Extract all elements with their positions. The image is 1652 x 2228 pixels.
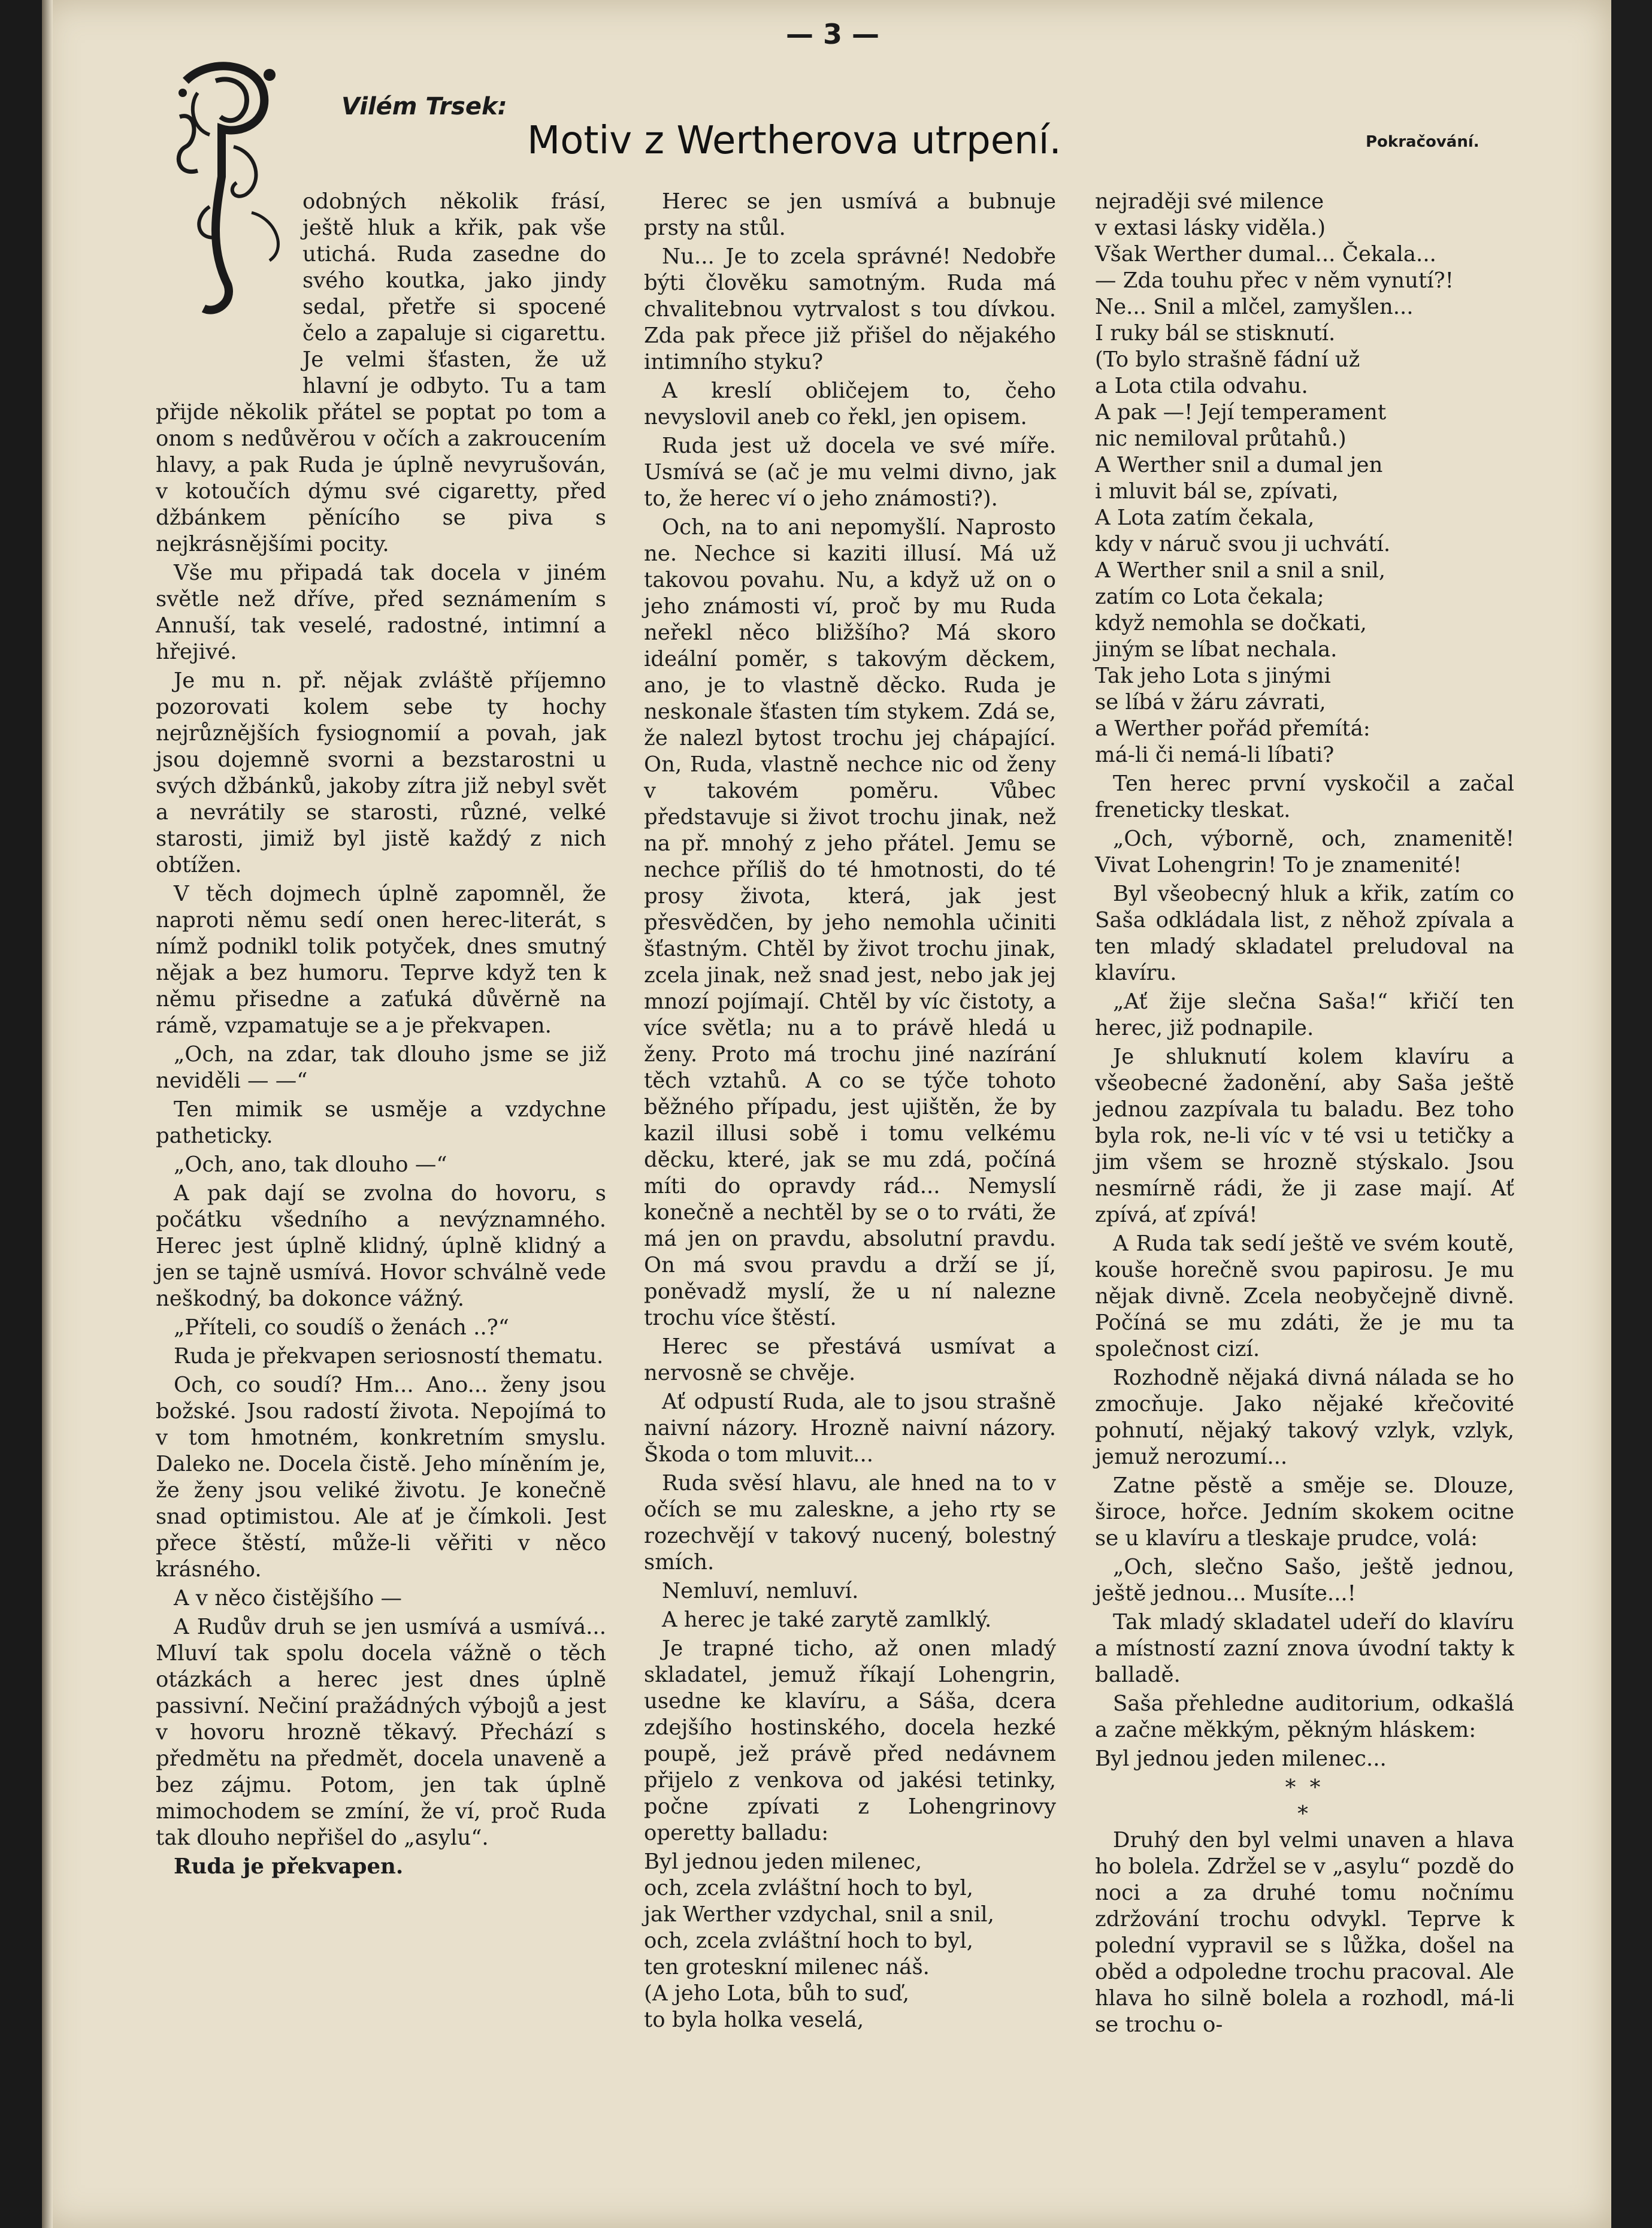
verse-line: ten groteskní milenec náš. [644, 1955, 930, 1979]
initial-space [156, 189, 302, 386]
verse-line: to byla holka veselá, [644, 2008, 864, 2032]
paragraph: Ruda jest už docela ve své míře. Usmívá se (ač je mu velmi divno, jak to, že herec ví o jeho známosti?). [644, 434, 1056, 511]
verse-line: jak Werther vzdychal, snil a snil, [644, 1902, 994, 1927]
verse-line: nejraději své milence [1095, 189, 1324, 214]
paragraph: Och, co soudí? Hm... Ano... ženy jsou božské. Jsou radostí života. Nepojímá to v tom hmotném, konkretním smyslu. Daleko ne. Docela čistě. Jeho míněním je, že ženy jsou veliké životu. Je konečně snad optimistou. Ale ať je čímkoli. Jest přece štěstí, může-li věřiti v něco krásného. [156, 1373, 606, 1582]
verse-line: (A jeho Lota, bůh to suď, [644, 1981, 910, 2006]
paragraph: A Ruda tak sedí ještě ve svém koutě, kouše horečně svou papirosu. Je mu nějak divně. Zcela neobyčejně divně. Počíná se mu zdáti, že je mu ta společnost cizí. [1095, 1231, 1514, 1361]
scan-right-edge [1611, 0, 1652, 2228]
verse-line: (To bylo strašně fádní už [1095, 347, 1360, 372]
scan-left-edge [0, 0, 42, 2228]
verse-line: kdy v náruč svou ji uchvátí. [1095, 532, 1391, 556]
paragraph: Herec se jen usmívá a bubnuje prsty na stůl. [644, 189, 1056, 240]
verse-line: Tak jeho Lota s jinými [1095, 664, 1331, 688]
verse-line: Však Werther dumal... Čekala... [1095, 242, 1436, 267]
verse-line: i mluvit bál se, zpívati, [1095, 479, 1339, 504]
verse-line: nic nemiloval průtahů.) [1095, 426, 1347, 451]
column-1 [156, 189, 606, 1882]
paragraph: Saša přehledne auditorium, odkašlá a začne měkkým, pěkným hláskem: [1095, 1691, 1514, 1742]
column-2 [644, 189, 1056, 2036]
verse-line: zatím co Lota čekala; [1095, 585, 1324, 609]
verse-line: A pak —! Její temperament [1095, 400, 1387, 425]
paragraph: A Rudův druh se jen usmívá a usmívá... Mluví tak spolu docela vážně o těch otázkách a herec jest dnes úplně passivní. Nečiní pražádných výbojů a jest v hovoru hrozně těkavý. Přechází s předmětu na předmět, docela unaveně a bez zájmu. Potom, jen tak úplně mimochodem se zmíní, že ví, proč Ruda tak dlouho nepřišel do „asylu“. [156, 1615, 606, 1850]
paragraph: Ten herec první vyskočil a začal freneticky tleskat. [1095, 771, 1514, 822]
author-name: Vilém Trsek: [341, 93, 507, 120]
page-gutter [42, 0, 53, 2228]
paragraph: odobných několik frásí, ještě hluk a křik, pak vše utichá. Ruda zasedne do svého koutka, jako jindy sedal, přetře si spocené čelo a zapaluje si cigarettu. Je velmi šťasten, že už hlavní je odbyto. Tu a tam přijde několik přátel se poptat po tom a onom s nedůvěrou v očích a zakroucením hlavy, a pak Ruda je úplně nevyrušován, v kotoučích dýmu své cigaretty, před džbánkem pěnícího se piva s nejkrásnějšími pocity. [156, 189, 606, 556]
verse-line: se líbá v žáru závrati, [1095, 690, 1326, 715]
section-break-stars: * * [1285, 1775, 1324, 1800]
continued-note: Pokračování. [1366, 133, 1479, 151]
paragraph: „Příteli, co soudíš o ženách ..?“ [174, 1315, 509, 1340]
paragraph: A pak dají se zvolna do hovoru, s počátku všedního a nevýznamného. Herec jest úplně klidný, úplně klidný a jen se tajně usmívá. Hovor schválně vede neškodný, ba dokonce vážný. [156, 1181, 606, 1311]
paragraph: Zatne pěstě a směje se. Dlouze, široce, hořce. Jedním skokem ocitne se u klavíru a tleskaje prudce, volá: [1095, 1473, 1514, 1551]
verse-line: má-li či nemá-li líbati? [1095, 743, 1335, 767]
paragraph: „Och, ano, tak dlouho —“ [174, 1152, 447, 1177]
verse-line: v extasi lásky viděla.) [1095, 216, 1326, 240]
article-title: Motiv z Wertherova utrpení. [527, 119, 1061, 163]
verse-line: A Lota zatím čekala, [1095, 505, 1315, 530]
verse-line: och, zcela zvláštní hoch to byl, [644, 1876, 973, 1900]
poem-verse [644, 1849, 1056, 2033]
verse-line: a Werther pořád přemítá: [1095, 716, 1370, 741]
paragraph: Byl všeobecný hluk a křik, zatím co Saša odkládala list, z něhož zpívala a ten mladý skladatel preludoval na klavíru. [1095, 882, 1514, 985]
paragraph: Je mu n. př. nějak zvláště příjemno pozorovati kolem sebe ty hochy nejrůznějších fysiognomií a povah, jak jsou dojemně svorni a bezstarostni u svých džbánků, jakoby zítra již nebyl svět a nevrátily se starosti, různé, velké starosti, jimiž byl jistě každý z nich obtížen. [156, 668, 606, 877]
paragraph: A herec je také zarytě zamlklý. [662, 1608, 992, 1632]
verse-line: A Werther snil a dumal jen [1095, 453, 1383, 477]
paragraph: Je shluknutí kolem klavíru a všeobecné žadonění, aby Saša ještě jednou zazpívala tu baladu. Bez toho byla rok, ne-li víc v té vsi u tetičky a jim všem se hrozně stýskalo. Jsou nesmírně rádi, že ji zase mají. Ať zpívá, ať zpívá! [1095, 1045, 1514, 1227]
section-break-star: * [1297, 1802, 1312, 1826]
verse-line: když nemohla se dočkati, [1095, 611, 1367, 635]
paragraph: A v něco čistějšího — [174, 1586, 403, 1611]
paragraph: A kreslí obličejem to, čeho nevyslovil aneb co řekl, jen opisem. [644, 379, 1056, 429]
poem-verse [1095, 1746, 1514, 1772]
verse-line: Ne... Snil a mlčel, zamyšlen... [1095, 295, 1414, 319]
paragraph: Nu... Je to zcela správné! Nedobře býti člověku samotným. Ruda má chvalitebnou vytrvalost s tou dívkou. Zda pak přece již přišel do nějakého intimního styku? [644, 244, 1056, 374]
verse-line: och, zcela zvláštní hoch to byl, [644, 1929, 973, 1953]
paragraph: Je trapné ticho, až onen mladý skladatel, jemuž říkají Lohengrin, usedne ke klavíru, a Sáša, dcera zdejšího hostinského, docela hezké poupě, jež právě před nedávnem přijelo z venkova od jakési tetinky, počne zpívati z Lohengrinovy operetty balladu: [644, 1636, 1056, 1845]
paragraph: „Och, výborně, och, znamenitě! Vivat Lohengrin! To je znamenité! [1095, 827, 1514, 877]
paragraph: Tak mladý skladatel udeří do klavíru a místností zazní znova úvodní takty k balladě. [1095, 1610, 1514, 1687]
paragraph: V těch dojmech úplně zapomněl, že naproti němu sedí onen herec-literát, s nímž podnikl tolik potyček, dnes smutný nějak a bez humoru. Teprve když ten k němu přisedne a zaťuká důvěrně na rámě, vzpamatuje se a je překvapen. [156, 882, 606, 1038]
paragraph: Rozhodně nějaká divná nálada se ho zmocňuje. Jako nějaké křečovité pohnutí, nějaký takový vzlyk, vzlyk, jemuž nerozumí... [1095, 1366, 1514, 1469]
paragraph: „Och, na zdar, tak dlouho jsme se již neviděli — —“ [156, 1042, 606, 1093]
verse-line: — Zda touhu přec v něm vynutí?! [1095, 268, 1454, 293]
page-number: — 3 — [785, 18, 880, 50]
verse-line: I ruky bál se stisknutí. [1095, 321, 1336, 346]
paragraph: Ten mimik se usměje a vzdychne patheticky. [156, 1097, 606, 1148]
paragraph: Druhý den byl velmi unaven a hlava ho bolela. Zdržel se v „asylu“ pozdě do noci a za druhé tomu nočnímu zdržování trochu odvykl. Teprve k polední vypravil se s lůžka, došel na oběd a odpoledne trochu pracoval. Ale hlava ho silně bolela a rozhodl, má-li se trochu o- [1095, 1828, 1514, 2037]
paragraph: Ruda je překvapen. [174, 1854, 404, 1879]
paragraph: „Och, slečno Sašo, ještě jednou, ještě jednou... Musíte...! [1095, 1555, 1514, 1606]
paragraph: Ať odpustí Ruda, ale to jsou strašně naivní názory. Hrozně naivní názory. Škoda o tom mluvit... [644, 1390, 1056, 1467]
paragraph: Vše mu připadá tak docela v jiném světle než dříve, před seznámením s Annuší, tak veselé, radostné, intimní a hřejivé. [156, 561, 606, 664]
verse-line: Byl jednou jeden milenec, [644, 1849, 922, 1874]
verse-line: a Lota ctila odvahu. [1095, 374, 1308, 398]
paragraph: Nemluví, nemluví. [662, 1579, 859, 1603]
paragraph: Ruda svěsí hlavu, ale hned na to v očích se mu zaleskne, a jeho rty se rozechvějí v takový nucený, bolestný smích. [644, 1471, 1056, 1575]
paragraph: „Ať žije slečna Saša!“ křičí ten herec, již podnapile. [1095, 989, 1514, 1040]
verse-line: Byl jednou jeden milenec... [1095, 1746, 1387, 1771]
paragraph: Herec se přestává usmívat a nervosně se chvěje. [644, 1334, 1056, 1385]
column-3 [1095, 189, 1514, 2041]
verse-line: jiným se líbat nechala. [1095, 637, 1338, 662]
verse-line: A Werther snil a snil a snil, [1095, 558, 1386, 583]
poem-verse [1095, 189, 1514, 768]
paragraph: Och, na to ani nepomyšlí. Naprosto ne. Nechce si kaziti illusí. Má už takovou povahu. Nu, a když už on o jeho známosti ví, proč by mu Ruda neřekl něco bližšího? Má skoro ideální poměr, s takovým děckem, ano, je to vlastně děcko. Ruda je neskonale šťasten tím stykem. Zdá se, že nalezl bytost trochu jej chápající. On, Ruda, vlastně nechce nic od ženy v takovém poměru. Vůbec představuje si život trochu jinak, než na př. mnohý z jeho přátel. Jemu se nechce příliš do té hmotnosti, do té prosy života, která, jak jest přesvědčen, by jeho nemohla učiniti šťastným. Chtěl by život trochu jinak, zcela jinak, než snad jest, nebo jak jej mnozí pojímají. Chtěl by víc čistoty, a více světla; nu a to právě hledá u ženy. Proto má trochu jiné nazírání těch vztahů. A co se týče tohoto běžného případu, jest ujištěn, že by kazil illusi sobě i tomu velkému děcku, které, jak se mu zdá, počíná míti do opravdy rád... Nemyslí konečně a nechtěl by se o to rváti, že má jen on pravdu, absolutní pravdu. On má svou pravdu a drží se jí, poněvadž myslí, že u ní nalezne trochu více štěstí. [644, 515, 1056, 1330]
paragraph: Ruda je překvapen seriosností thematu. [174, 1344, 604, 1369]
